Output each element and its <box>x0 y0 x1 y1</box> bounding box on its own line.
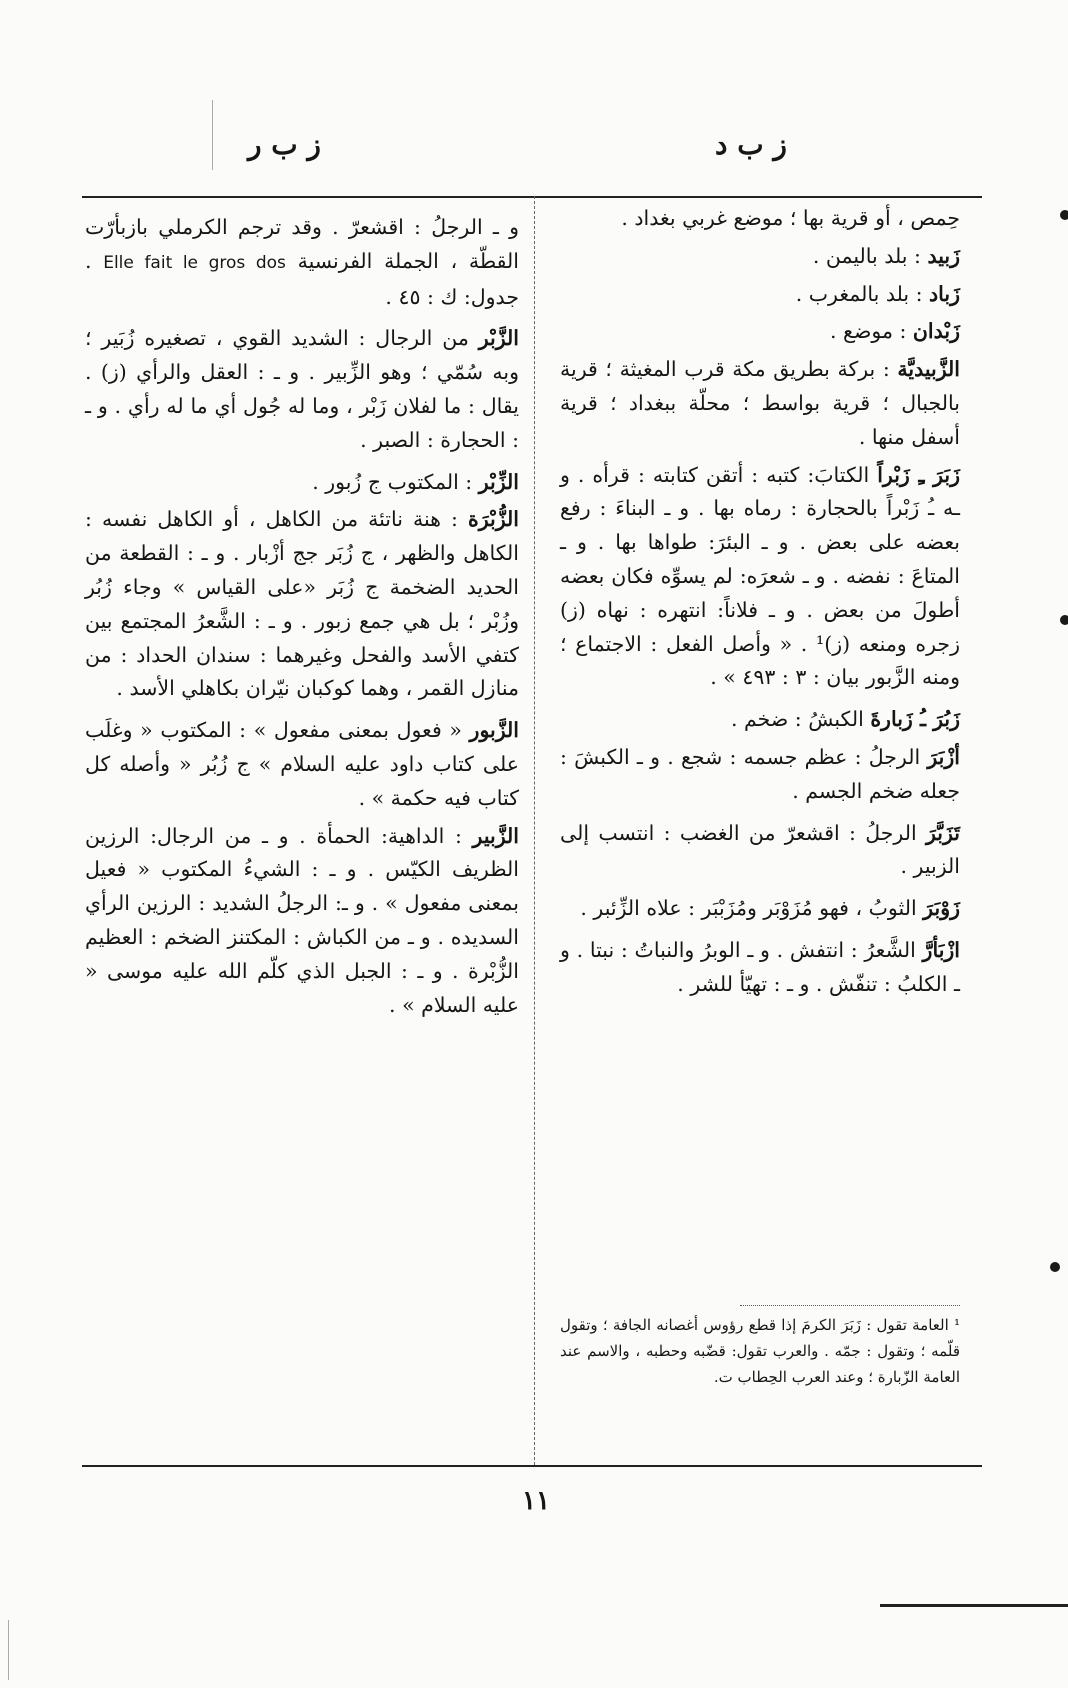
headword: أزْبَرَ <box>927 744 960 769</box>
entry: و ـ الرجلُ : اقشعرّ . وقد ترجم الكرملي بازبأرّت القطّة ، الجملة الفرنسية Elle fait le gros dos . جدول: ك : ٤٥ . <box>85 215 519 309</box>
headword: زَباد <box>929 281 960 306</box>
entry: الزِّبْر : المكتوب ج زُبور . <box>312 469 519 494</box>
header-root-left: ز ب ر <box>248 128 321 161</box>
headword: زَبَرَ ـِ زَبْراً <box>877 462 960 487</box>
headword: الزَّبير <box>472 823 519 848</box>
entry: زَبَرَ ـِ زَبْراً الكتابَ: كتبه : أتقن كتابته : قرأه . و ـه ـُ زَبْراً بالحجارة : رماه بها . و ـ البناءَ : رفع بعضه على بعض . و ـ البئرَ: طواها بها . و ـ المتاعَ : نفضه . و ـ شعرَه: لم يسوِّه فكان بعضه أطولَ من بعض . و ـ فلاناً: انتهره : نهاه (ز) زجره ومنعه (ز)¹ . « وأصل الفعل : الاجتماع ؛ ومنه الزَّبور بيان : ٣ : ٤٩٣ » . <box>560 462 960 690</box>
punch-hole-mark <box>1060 615 1068 625</box>
header-root-right: ز ب د <box>715 128 787 161</box>
entry: تَزَبَّرَ الرجلُ : اقشعرّ من الغضب : انتسب إلى الزبير . <box>560 820 960 879</box>
punch-hole-mark <box>1060 210 1068 220</box>
headword: زَبُرَ ـُ زَبارةَ <box>870 707 960 732</box>
headword: الزَّبْر <box>478 326 519 351</box>
bottom-rule <box>82 1465 982 1467</box>
headword: زَبيد <box>927 243 960 268</box>
entry: زَبُرَ ـُ زَبارةَ الكبشُ : ضخم . <box>730 707 960 732</box>
entry: الزَّبور « فعول بمعنى مفعول » : المكتوب « وغلَب على كتاب داود عليه السلام » ج زُبُر « وأصله كل كتاب فيه حكمة » . <box>85 718 519 810</box>
scan-margin-line <box>8 1620 9 1680</box>
scan-margin-line <box>212 100 213 170</box>
punch-hole-mark <box>1050 1262 1060 1272</box>
entry: زَباد : بلد بالمغرب . <box>795 281 960 306</box>
page-number: ١١ <box>522 1486 550 1516</box>
entry: الزُّبْرَة : هنة ناتئة من الكاهل ، أو الكاهل نفسه : الكاهل والظهر ، ج زُبَر جج أزْبار . و ـ : القطعة من الحديد الضخمة ج زُبَر «على القياس » وجاء زُبُر وزُبْر ؛ بل هي جمع زبور . و ـ : الشَّعرُ المجتمع بين كتفي الأسد والفحل وغيرهما : سندان الحداد : من منازل القمر ، وهما كوكبان نيّران بكاهلي الأسد . <box>85 507 519 701</box>
entry: زَوْبَرَ الثوبُ ، فهو مُزَوْبَر ومُزَبْبَر : علاه الزِّئبر . <box>580 896 960 921</box>
headword: الزَّبور <box>469 718 519 743</box>
footnote-separator <box>740 1305 960 1306</box>
french-phrase: Elle fait le gros dos <box>103 252 286 273</box>
reference: . جدول: ك : ٤٥ . <box>85 248 519 309</box>
column-divider <box>534 196 535 1465</box>
headword: الزَّبيديَّة <box>897 357 960 382</box>
scan-edge-line <box>880 1604 1068 1607</box>
entry: الزَّبْر من الرجال : الشديد القوي ، تصغيره زُبَير ؛ وبه سُمّي ؛ وهو الزِّبير . و ـ : العقل والرأي (ز) . يقال : ما لفلان زَبْر ، وما له جُول أي ما له رأي . و ـ : الحجارة : الصبر . <box>85 326 519 452</box>
top-rule <box>82 196 982 198</box>
entry: الزَّبير : الداهية: الحمأة . و ـ من الرجال: الرزين الظريف الكيّس . و ـ : الشيءُ المكتوب « فعيل بمعنى مفعول » . و ـ: الرجلُ الشديد : الرزين الرأي السديده . و ـ من الكباش : المكتنز الضخم : العظيم الزُّبْرة . و ـ : الجبل الذي كلّم الله عليه موسى « عليه السلام » . <box>85 823 519 1017</box>
headword: زَوْبَرَ <box>923 896 960 921</box>
entry: حِمص ، أو قرية بها ؛ موضع غربي بغداد . <box>621 206 960 230</box>
headword: الزُّبْرَة <box>467 507 519 532</box>
entry: زَبْدان : موضع . <box>830 319 960 344</box>
footnote: ¹ العامة تقول : زَبَرَ الكرمَ إذا قطع رؤوس أغصانه الجافة ؛ وتقول قلّمه ؛ وتقول : جمّه . والعرب تقول: قضّبه وحطبه ، والاسم عند العامة الزّبارة ؛ وعند العرب الحِطاب ت. <box>560 1316 960 1386</box>
headword: الزِّبْر <box>478 469 519 494</box>
left-column <box>85 211 519 1026</box>
right-column <box>560 202 960 1006</box>
headword: تَزَبَّرَ <box>925 820 960 845</box>
entry: أزْبَرَ الرجلُ : عظم جسمه : شجع . و ـ الكبشَ : جعله ضخم الجسم . <box>560 744 960 803</box>
entry: زَبيد : بلد باليمن . <box>812 243 960 268</box>
headword: ازْبَأرَّ <box>922 937 960 962</box>
entry: ازْبَأرَّ الشَّعرُ : انتفش . و ـ الوبرُ والنباتُ : نبتا . و ـ الكلبُ : تنفّش . و ـ : تهيّأ للشر . <box>560 937 960 996</box>
entry: الزَّبيديَّة : بركة بطريق مكة قرب المغيثة ؛ قرية بالجبال ؛ قرية بواسط ؛ محلّة ببغداد ؛ قرية أسفل منها . <box>560 357 960 449</box>
headword: زَبْدان <box>912 319 960 344</box>
